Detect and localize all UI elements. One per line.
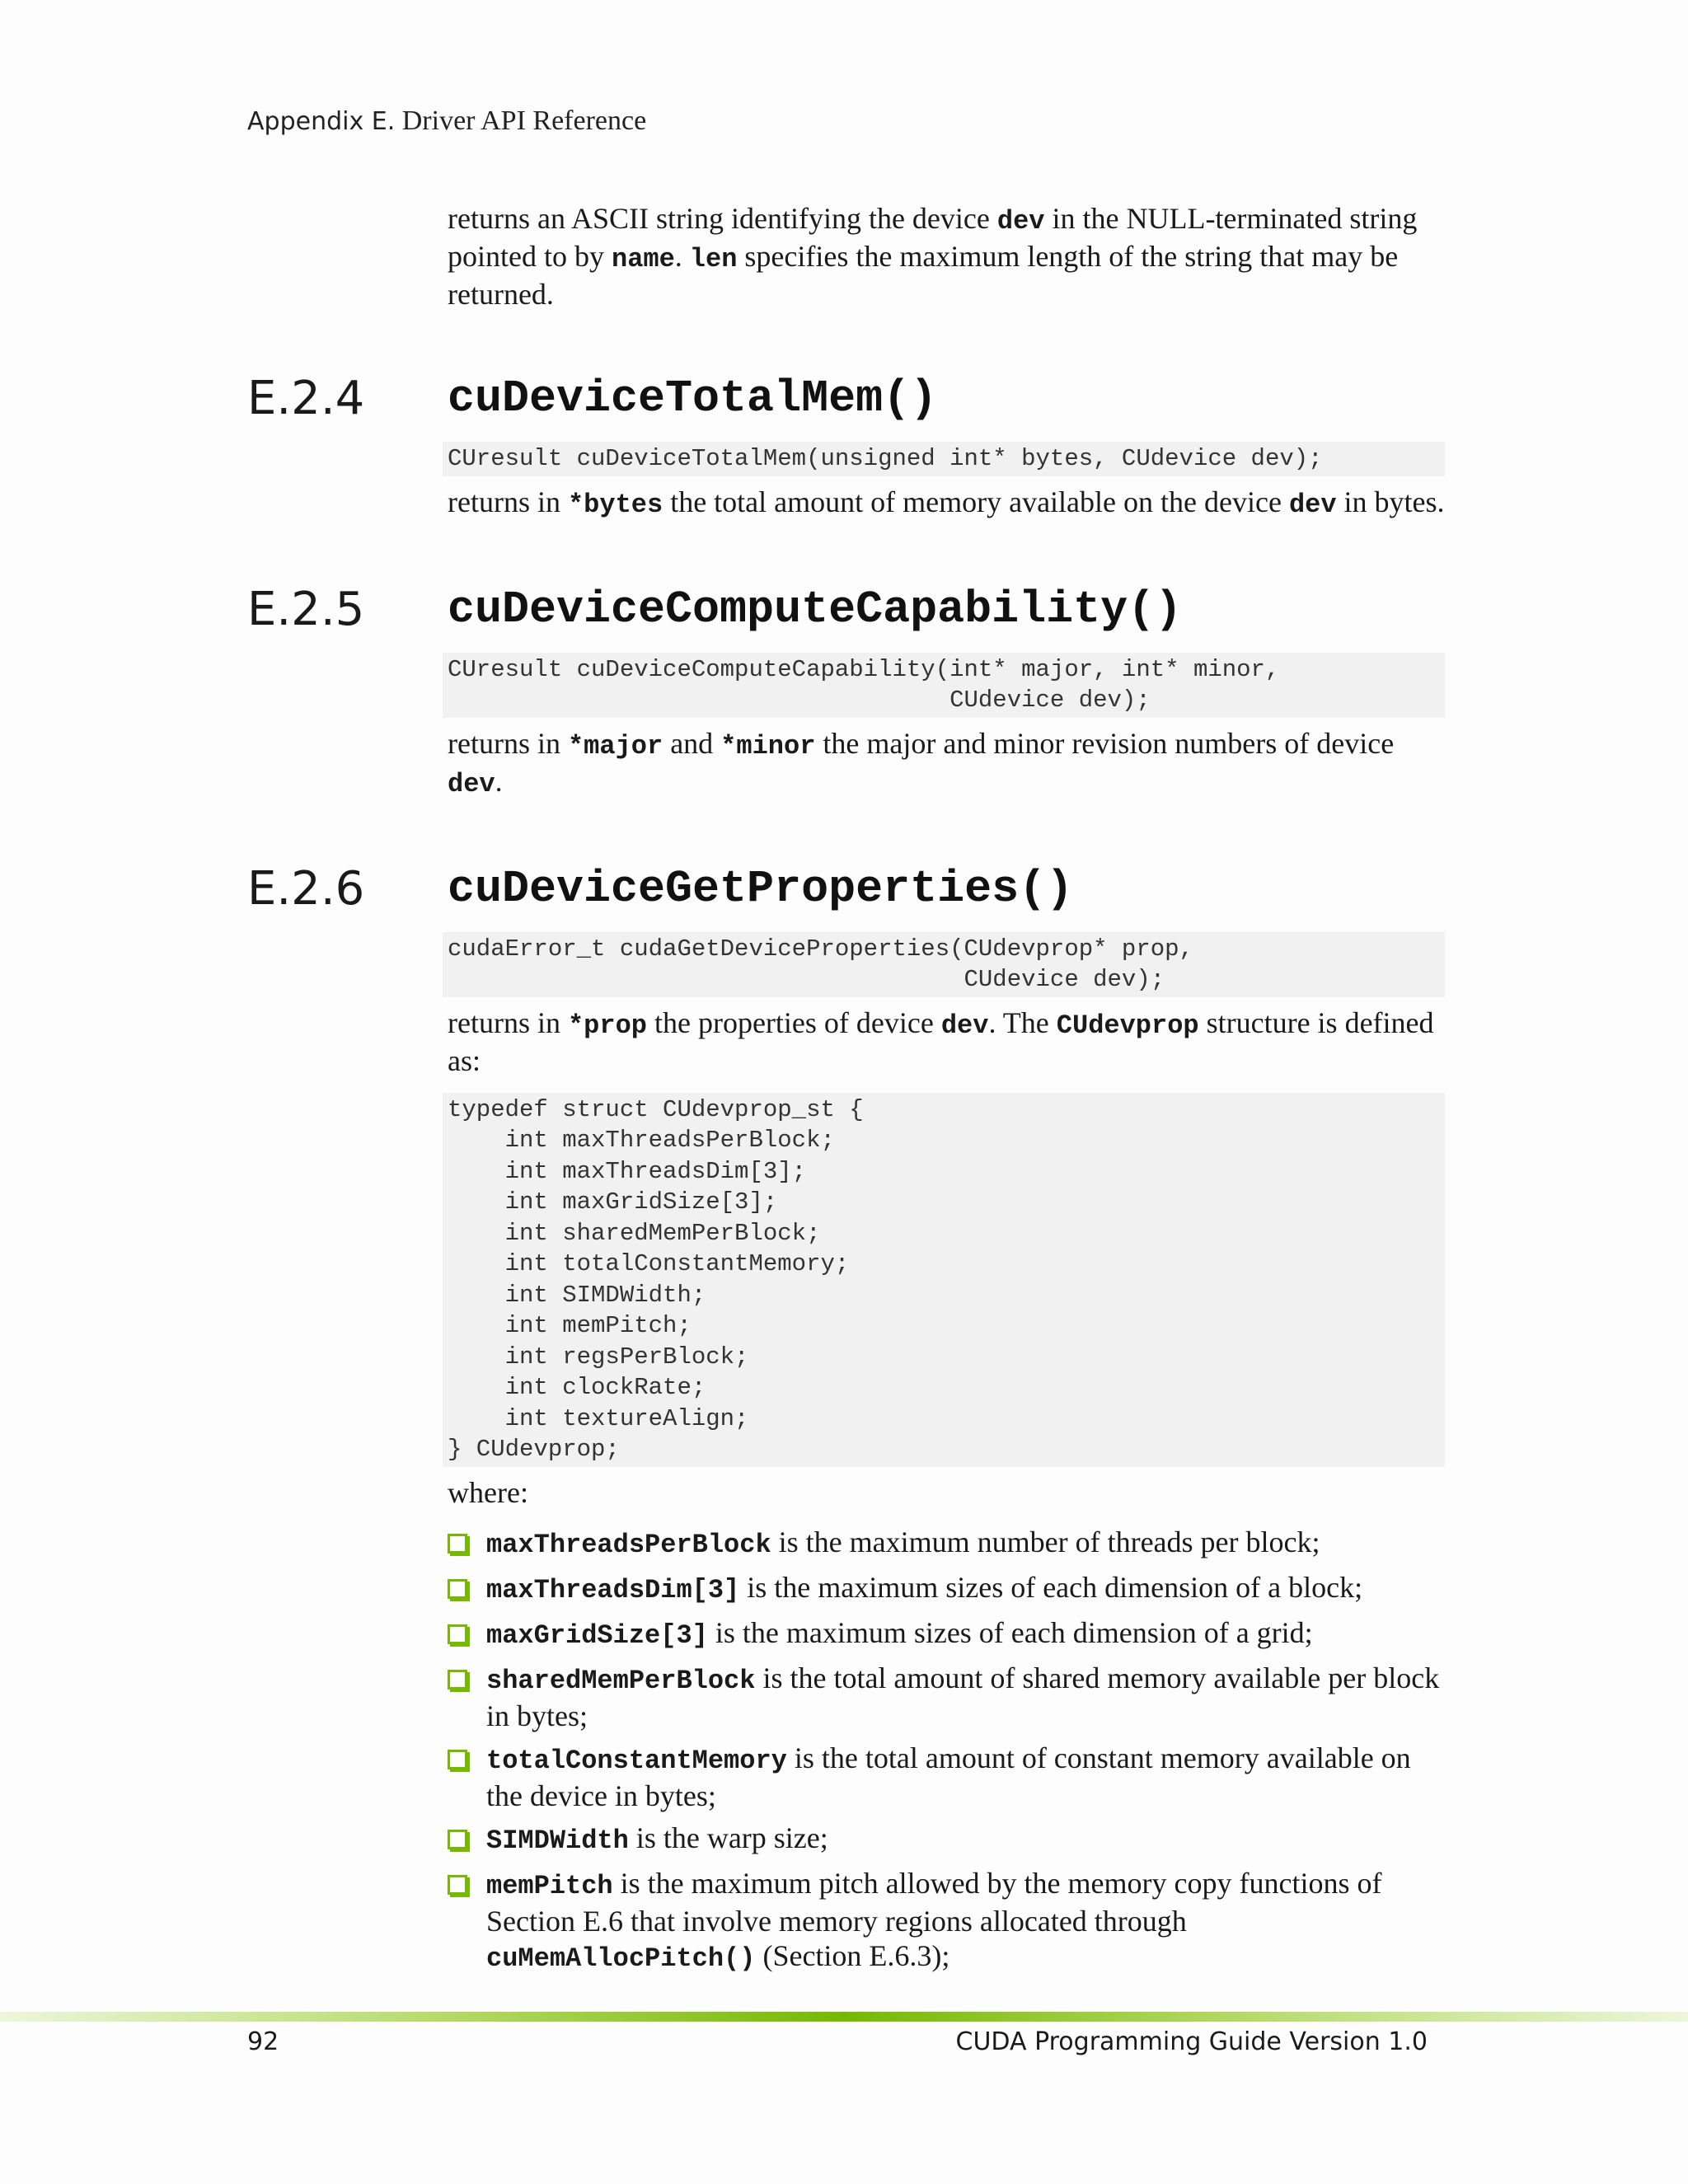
function-signature: CUresult cuDeviceComputeCapability(int* major, int* minor, CUdevice dev); bbox=[443, 653, 1445, 718]
field-name: SIMDWidth bbox=[486, 1825, 629, 1856]
section-title: cuDeviceTotalMem() bbox=[448, 373, 938, 424]
section-cudevicecomputecapability bbox=[247, 579, 1445, 802]
running-header bbox=[247, 105, 646, 137]
section-description bbox=[448, 726, 1445, 802]
text-run: the major and minor revision numbers of device bbox=[815, 726, 1395, 760]
page-content bbox=[247, 201, 1445, 1984]
text-run: specifies the maximum length of the string that may be returned. bbox=[448, 240, 1399, 311]
checkbox-bullet-icon bbox=[448, 1875, 467, 1895]
code-term: name bbox=[611, 244, 675, 274]
list-item bbox=[448, 1525, 1445, 1563]
field-name: maxThreadsDim[3] bbox=[486, 1574, 740, 1605]
text-run: the total amount of memory available on the device bbox=[663, 485, 1289, 518]
text-run: and bbox=[663, 726, 721, 760]
section-cudevicegetproperties bbox=[247, 858, 1445, 1976]
text-run: in bytes. bbox=[1336, 485, 1445, 518]
code-term: dev bbox=[996, 206, 1045, 237]
text-run: in the NULL-terminated string pointed to by bbox=[448, 202, 1418, 273]
code-term: *bytes bbox=[567, 489, 663, 520]
field-description: is the maximum sizes of each dimension of a grid; bbox=[707, 1615, 1313, 1649]
field-description: is the total amount of shared memory available per block in bytes; bbox=[486, 1661, 1440, 1732]
text-run: returns in bbox=[448, 726, 568, 760]
field-description: (Section E.6.3); bbox=[755, 1938, 950, 1972]
field-description: is the maximum sizes of each dimension of a block; bbox=[739, 1570, 1363, 1604]
list-item bbox=[448, 1741, 1445, 1813]
field-name: sharedMemPerBlock bbox=[486, 1665, 756, 1696]
section-number: E.2.4 bbox=[247, 372, 365, 425]
list-item bbox=[448, 1866, 1445, 1976]
text-run: structure is defined as: bbox=[448, 1005, 1434, 1077]
text-run: returns an ASCII string identifying the device bbox=[448, 202, 997, 235]
struct-definition: typedef struct CUdevprop_st { int maxThreadsPerBlock; int maxThreadsDim[3]; int maxGridSize[3]; int sharedMemPerBlock; int totalConstantMemory; int SIMDWidth; int memPitch; int regsPerBlock; int clockRate; int textureAlign; } CUdevprop; bbox=[443, 1093, 1445, 1467]
field-name: maxThreadsPerBlock bbox=[486, 1529, 771, 1560]
checkbox-bullet-icon bbox=[448, 1624, 467, 1644]
field-description: is the maximum pitch allowed by the memory copy functions of Section E.6 that involve memory regions allocated through bbox=[486, 1866, 1382, 1938]
code-term: *major bbox=[567, 730, 663, 762]
code-term: cuMemAllocPitch() bbox=[486, 1943, 756, 1974]
checkbox-bullet-icon bbox=[448, 1830, 467, 1849]
section-description bbox=[448, 485, 1445, 523]
text-run: . bbox=[674, 240, 690, 273]
section-number: E.2.5 bbox=[247, 582, 365, 636]
header-appendix-label: Appendix E. bbox=[247, 107, 396, 136]
checkbox-bullet-icon bbox=[448, 1670, 467, 1690]
code-term: dev bbox=[448, 768, 495, 799]
code-term: CUdevprop bbox=[1056, 1010, 1199, 1041]
code-term: dev bbox=[940, 1010, 989, 1041]
code-term: len bbox=[689, 244, 738, 274]
text-run: the properties of device bbox=[646, 1005, 941, 1039]
field-name: maxGridSize[3] bbox=[486, 1619, 708, 1651]
function-signature: CUresult cuDeviceTotalMem(unsigned int* bytes, CUdevice dev); bbox=[443, 442, 1445, 476]
page-number: 92 bbox=[247, 2027, 279, 2056]
checkbox-bullet-icon bbox=[448, 1579, 467, 1599]
section-title: cuDeviceGetProperties() bbox=[448, 862, 1074, 915]
header-title: Driver API Reference bbox=[401, 105, 647, 136]
section-description bbox=[448, 1005, 1445, 1078]
field-list bbox=[448, 1525, 1445, 1976]
field-description: is the total amount of constant memory available on the device in bytes; bbox=[486, 1741, 1411, 1812]
where-label: where: bbox=[448, 1475, 528, 1509]
text-run: . The bbox=[988, 1005, 1057, 1039]
section-title: cuDeviceComputeCapability() bbox=[448, 583, 1183, 635]
checkbox-bullet-icon bbox=[448, 1750, 467, 1769]
section-number: E.2.6 bbox=[247, 861, 365, 916]
function-signature: cudaError_t cudaGetDeviceProperties(CUdevprop* prop, CUdevice dev); bbox=[443, 932, 1445, 997]
footer-document-title: CUDA Programming Guide Version 1.0 bbox=[955, 2027, 1428, 2056]
footer-accent-bar bbox=[0, 2012, 1688, 2022]
text-run: returns in bbox=[448, 1005, 568, 1039]
code-term: *minor bbox=[720, 730, 816, 762]
text-run: . bbox=[495, 764, 503, 798]
list-item bbox=[448, 1615, 1445, 1653]
field-description: is the warp size; bbox=[628, 1821, 828, 1854]
checkbox-bullet-icon bbox=[448, 1534, 467, 1554]
intro-paragraph bbox=[448, 201, 1445, 312]
field-description: is the maximum number of threads per block; bbox=[771, 1525, 1320, 1558]
list-item bbox=[448, 1661, 1445, 1733]
field-name: memPitch bbox=[486, 1870, 613, 1901]
section-cudevicetotalmem bbox=[247, 368, 1445, 523]
text-run: returns in bbox=[448, 485, 568, 518]
list-item bbox=[448, 1570, 1445, 1608]
list-item bbox=[448, 1821, 1445, 1858]
field-name: totalConstantMemory bbox=[486, 1745, 787, 1776]
code-term: dev bbox=[1288, 489, 1337, 520]
code-term: *prop bbox=[567, 1010, 647, 1041]
